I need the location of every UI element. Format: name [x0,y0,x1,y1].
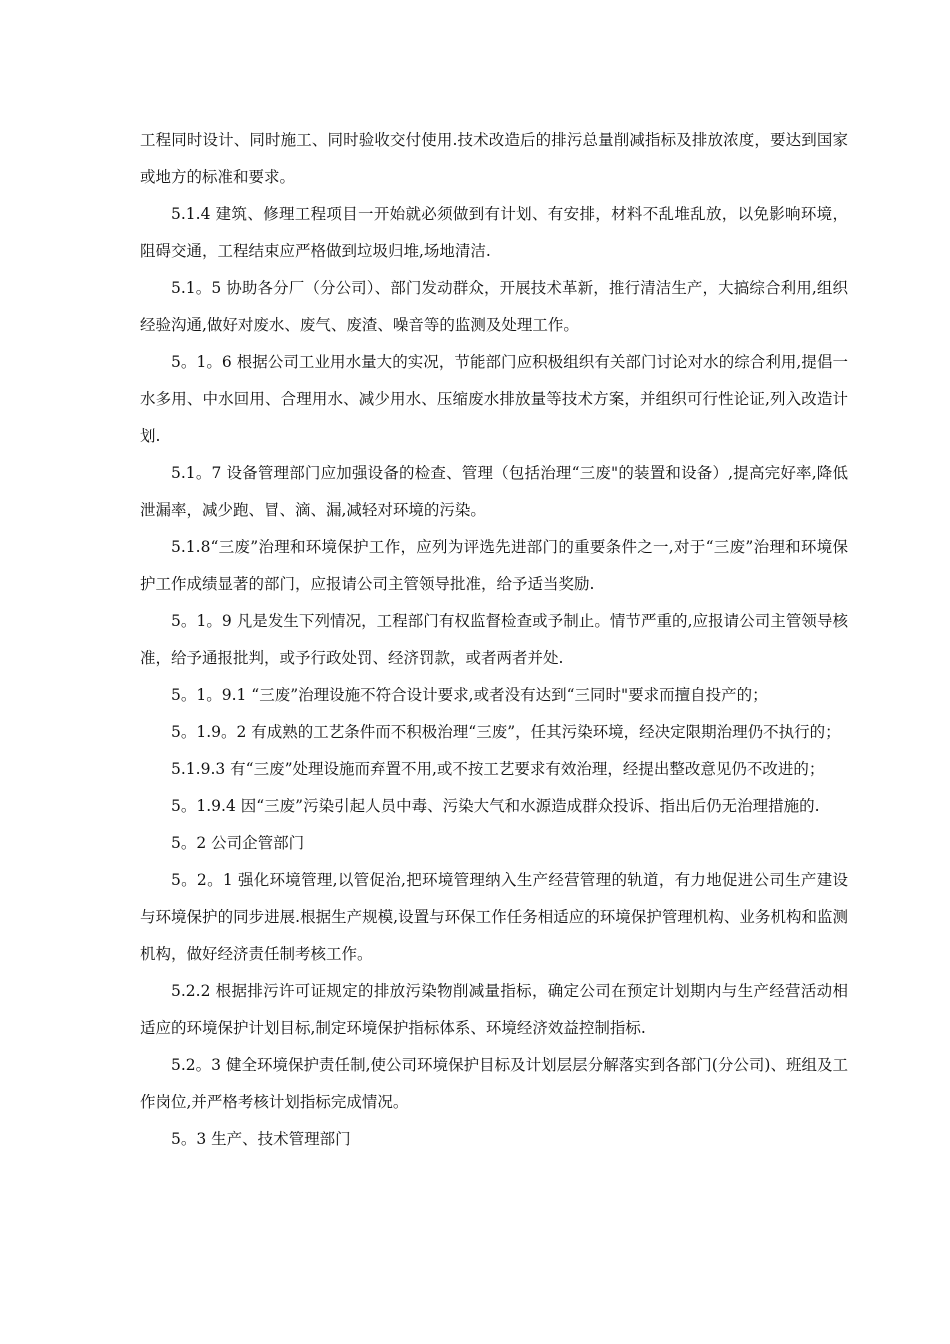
paragraph: 5。1.9.4 因“三废”污染引起人员中毒、污染大气和水源造成群众投诉、指出后仍无治理措施的. [171,797,820,815]
section-heading: 5。2 公司企管部门 [171,834,305,852]
paragraph: 5。1.9。2 有成熟的工艺条件而不积极治理“三废”，任其污染环境，经决定限期治理仍不执行的； [171,723,841,741]
paragraph: 5。1。6 根据公司工业用水量大的实况，节能部门应积极组织有关部门讨论对水的综合利用,提倡一水多用、中水回用、合理用水、减少用水、压缩废水排放量等技术方案，并组织可行性论证,列入改造计划. [140,353,848,445]
paragraph: 5。1。9.1 “三废”治理设施不符合设计要求,或者没有达到“三同时"要求而擅自投产的； [171,686,768,704]
paragraph: 5.2。3 健全环境保护责任制,使公司环境保护目标及计划层层分解落实到各部门(分公司)、班组及工作岗位,并严格考核计划指标完成情况。 [140,1056,848,1111]
paragraph: 5.2.2 根据排污许可证规定的排放污染物削减量指标，确定公司在预定计划期内与生产经营活动相适应的环境保护计划目标,制定环境保护指标体系、环境经济效益控制指标. [140,982,848,1037]
paragraph: 5。2。1 强化环境管理,以管促治,把环境管理纳入生产经营管理的轨道，有力地促进公司生产建设与环境保护的同步进展.根据生产规模,设置与环保工作任务相适应的环境保护管理机构、业务机构和监测机构，做好经济责任制考核工作。 [140,871,848,963]
paragraph: 5.1.8“三废”治理和环境保护工作，应列为评选先进部门的重要条件之一,对于“三废”治理和环境保护工作成绩显著的部门，应报请公司主管领导批准，给予适当奖励. [140,538,848,593]
paragraph: 5.1.4 建筑、修理工程项目一开始就必须做到有计划、有安排，材料不乱堆乱放，以免影响环境，阻碍交通，工程结束应严格做到垃圾归堆,场地清洁. [140,205,848,260]
document-body [140,122,848,1158]
paragraph: 5.1.9.3 有“三废”处理设施而弃置不用,或不按工艺要求有效治理，经提出整改意见仍不改进的； [171,760,825,778]
paragraph: 5。1。9 凡是发生下列情况，工程部门有权监督检查或予制止。情节严重的,应报请公司主管领导核准，给予通报批判，或予行政处罚、经济罚款，或者两者并处. [140,612,848,667]
paragraph: 5.1。5 协助各分厂（分公司）、部门发动群众，开展技术革新，推行清洁生产，大搞综合利用,组织经验沟通,做好对废水、废气、废渣、噪音等的监测及处理工作。 [140,279,848,334]
section-heading: 5。3 生产、技术管理部门 [171,1130,351,1148]
paragraph: 工程同时设计、同时施工、同时验收交付使用.技术改造后的排污总量削减指标及排放浓度，要达到国家或地方的标准和要求。 [140,131,848,186]
paragraph: 5.1。7 设备管理部门应加强设备的检查、管理（包括治理“三废"的装置和设备）,提高完好率,降低泄漏率，减少跑、冒、滴、漏,减轻对环境的污染。 [140,464,848,519]
